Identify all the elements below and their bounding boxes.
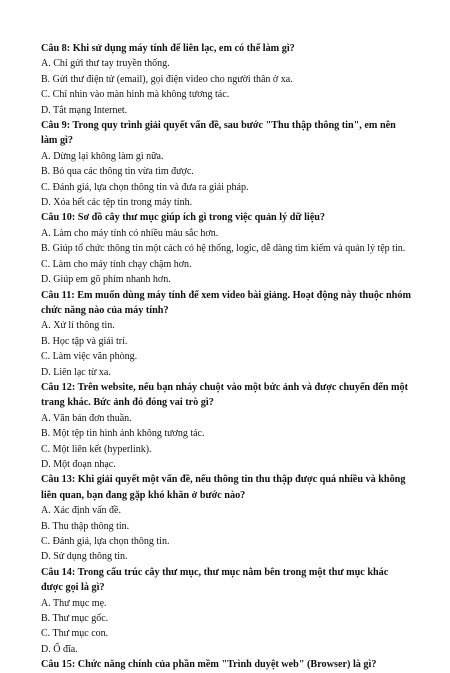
option-c: C. Đánh giá, lựa chọn thông tin và đưa ra giải pháp. (41, 181, 249, 193)
option-a: A. Xử lí thông tin. (41, 320, 115, 332)
question-9 (41, 118, 411, 210)
option-a: A. Xác định vấn đề. (41, 505, 121, 517)
option-b: B. Thu thập thông tin. (41, 520, 130, 532)
question-15 (41, 657, 411, 672)
question-12 (41, 380, 411, 472)
option-b: B. Giúp tổ chức thông tin một cách có hệ thống, logic, dễ dàng tìm kiếm và quản lý tệp tin. (41, 243, 406, 255)
option-d: D. Một đoạn nhạc. (41, 458, 116, 470)
option-b: B. Một tệp tin hình ảnh không tương tác. (41, 428, 205, 440)
option-c: C. Đánh giá, lựa chọn thông tin. (41, 536, 170, 547)
option-d: D. Ổ đĩa. (41, 643, 78, 655)
option-d: D. Liên lạc từ xa. (41, 366, 111, 378)
question-14 (41, 565, 411, 657)
option-d: D. Tắt mạng Internet. (41, 104, 128, 116)
option-b: B. Học tập và giải trí. (41, 335, 128, 347)
option-d: D. Giúp em gõ phím nhanh hơn. (41, 274, 171, 286)
question-11 (41, 288, 411, 380)
document-page (41, 41, 411, 673)
question-text: Câu 10: Sơ đồ cây thư mục giúp ích gì trong việc quản lý dữ liệu? (41, 212, 326, 224)
option-d: D. Sử dụng thông tin. (41, 551, 128, 563)
option-b: B. Thư mục gốc. (41, 613, 109, 625)
option-c: C. Chỉ nhìn vào màn hình mà không tương tác. (41, 89, 230, 101)
option-a: A. Chỉ gửi thư tay truyền thống. (41, 58, 170, 70)
option-c: C. Làm cho máy tính chạy chậm hơn. (41, 258, 192, 270)
option-b: B. Gửi thư điện tử (email), gọi điện video cho người thân ở xa. (41, 73, 293, 85)
question-text: Câu 12: Trên website, nếu bạn nháy chuột vào một bức ảnh và được chuyển đến một trang khác. Bức ảnh đó đóng vai trò gì? (41, 381, 409, 409)
option-d: D. Xóa hết các tệp tin trong máy tính. (41, 197, 193, 209)
question-8 (41, 41, 411, 118)
option-a: A. Văn bản đơn thuần. (41, 412, 132, 424)
question-text: Câu 13: Khi giải quyết một vấn đề, nếu thông tin thu thập được quá nhiều và không liên quan, bạn đang gặp khó khăn ở bước nào? (41, 474, 406, 501)
question-10 (41, 210, 411, 287)
option-c: C. Thư mục con. (41, 628, 109, 640)
option-c: C. Một liên kết (hyperlink). (41, 443, 152, 455)
option-c: C. Làm việc văn phòng. (41, 351, 138, 363)
question-text: Câu 11: Em muốn dùng máy tính để xem video bài giảng. Hoạt động này thuộc nhóm chức năng nào của máy tính? (41, 289, 411, 316)
option-a: A. Làm cho máy tính có nhiều màu sắc hơn. (41, 227, 219, 239)
option-a: A. Dừng lại không làm gì nữa. (41, 150, 164, 162)
question-text: Câu 14: Trong cấu trúc cây thư mục, thư mục nằm bên trong một thư mục khác được gọi là gì? (41, 566, 389, 594)
question-text: Câu 8: Khi sử dụng máy tính để liên lạc, em có thể làm gì? (41, 43, 295, 54)
question-text: Câu 15: Chức năng chính của phần mềm "Trình duyệt web" (Browser) là gì? (41, 659, 377, 671)
question-13 (41, 472, 411, 564)
option-a: A. Thư mục mẹ. (41, 597, 107, 609)
question-text: Câu 9: Trong quy trình giải quyết vấn đề, sau bước "Thu thập thông tin", em nên làm gì? (41, 120, 396, 147)
option-b: B. Bỏ qua các thông tin vừa tìm được. (41, 166, 194, 178)
